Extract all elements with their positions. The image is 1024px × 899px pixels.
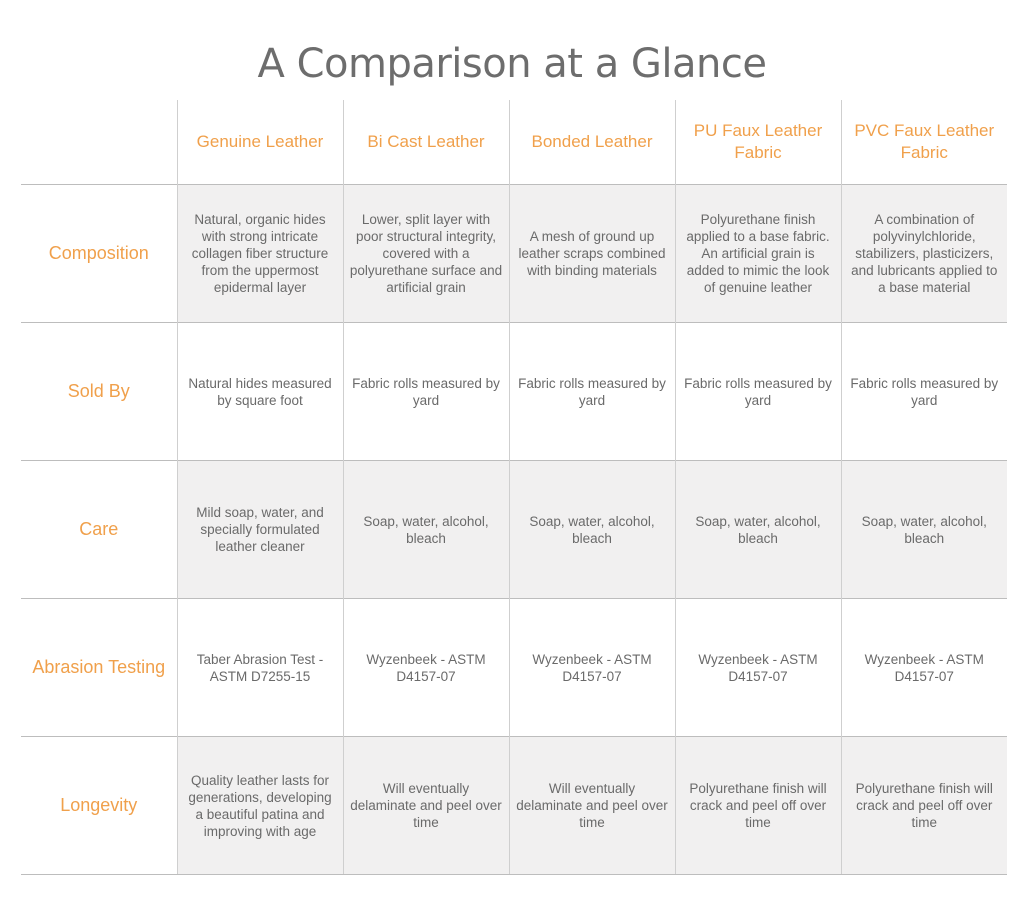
table-cell: Fabric rolls measured by yard (509, 323, 675, 461)
corner-cell (21, 100, 177, 185)
table-cell: Polyurethane finish will crack and peel off over time (841, 737, 1007, 875)
table-cell: A combination of polyvinylchloride, stabilizers, plasticizers, and lubricants applied to a base material (841, 185, 1007, 323)
table-cell: Will eventually delaminate and peel over time (509, 737, 675, 875)
table-cell: Mild soap, water, and specially formulated leather cleaner (177, 461, 343, 599)
table-cell: Soap, water, alcohol, bleach (509, 461, 675, 599)
row-header-longevity: Longevity (21, 737, 177, 875)
row-care (21, 461, 1007, 599)
column-header-bi-cast-leather: Bi Cast Leather (343, 100, 509, 185)
table-cell: Wyzenbeek - ASTM D4157-07 (841, 599, 1007, 737)
table-cell: Quality leather lasts for generations, developing a beautiful patina and improving with age (177, 737, 343, 875)
page-title: A Comparison at a Glance (257, 40, 767, 87)
table-cell: Fabric rolls measured by yard (675, 323, 841, 461)
table-cell: Soap, water, alcohol, bleach (841, 461, 1007, 599)
table-cell: Polyurethane finish will crack and peel off over time (675, 737, 841, 875)
table-cell: Wyzenbeek - ASTM D4157-07 (509, 599, 675, 737)
table-cell: Natural, organic hides with strong intricate collagen fiber structure from the uppermost epidermal layer (177, 185, 343, 323)
table-cell: Fabric rolls measured by yard (343, 323, 509, 461)
table-cell: Soap, water, alcohol, bleach (343, 461, 509, 599)
table-cell: Polyurethane finish applied to a base fabric. An artificial grain is added to mimic the look of genuine leather (675, 185, 841, 323)
row-header-abrasion-testing: Abrasion Testing (21, 599, 177, 737)
row-longevity (21, 737, 1007, 875)
column-header-pu-faux-leather: PU Faux Leather Fabric (675, 100, 841, 185)
row-header-sold-by: Sold By (21, 323, 177, 461)
row-sold-by (21, 323, 1007, 461)
comparison-table (21, 100, 1007, 875)
table-cell: Taber Abrasion Test - ASTM D7255-15 (177, 599, 343, 737)
row-header-composition: Composition (21, 185, 177, 323)
column-header-genuine-leather: Genuine Leather (177, 100, 343, 185)
table-cell: Lower, split layer with poor structural integrity, covered with a polyurethane surface and artificial grain (343, 185, 509, 323)
row-composition (21, 185, 1007, 323)
row-abrasion-testing (21, 599, 1007, 737)
table-cell: A mesh of ground up leather scraps combined with binding materials (509, 185, 675, 323)
table-cell: Wyzenbeek - ASTM D4157-07 (343, 599, 509, 737)
column-header-pvc-faux-leather: PVC Faux Leather Fabric (841, 100, 1007, 185)
row-header-care: Care (21, 461, 177, 599)
column-header-bonded-leather: Bonded Leather (509, 100, 675, 185)
table-cell: Wyzenbeek - ASTM D4157-07 (675, 599, 841, 737)
table-cell: Fabric rolls measured by yard (841, 323, 1007, 461)
header-row (21, 100, 1007, 185)
table-cell: Soap, water, alcohol, bleach (675, 461, 841, 599)
table-cell: Natural hides measured by square foot (177, 323, 343, 461)
table-cell: Will eventually delaminate and peel over time (343, 737, 509, 875)
